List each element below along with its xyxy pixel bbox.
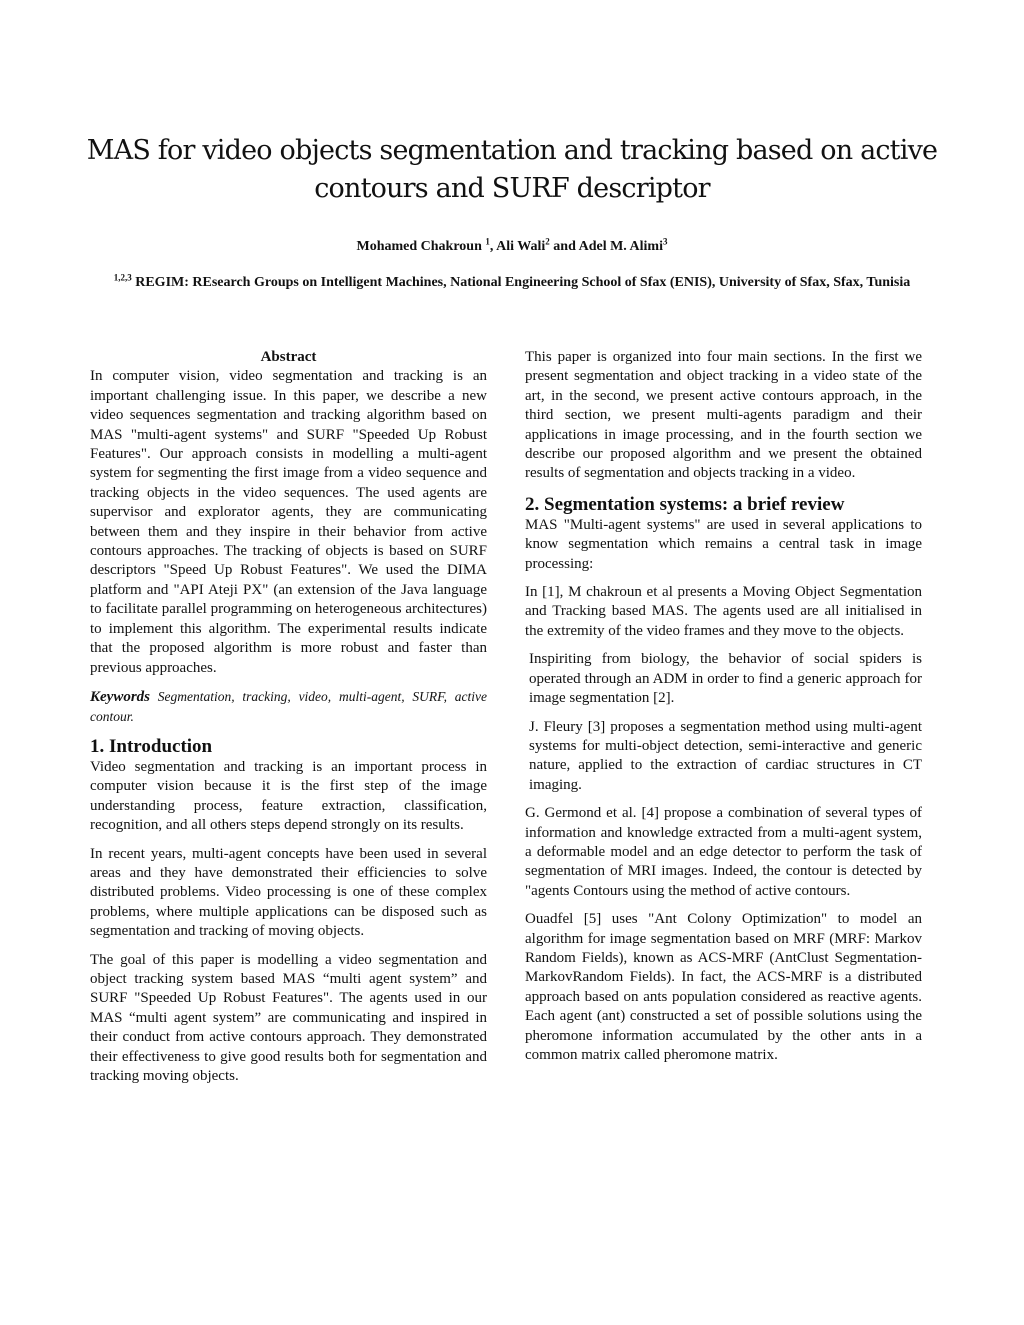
body-paragraph: In [1], M chakroun et al presents a Moving Object Segmentation and Tracking based MAS. The agents used are all initialised in the extremity of the video frames and they move to the objects. — [525, 584, 922, 639]
body-paragraph: J. Fleury [3] proposes a segmentation method using multi-agent systems for multi-object detection, semi-interactive and generic nature, applied to the extraction of cardiac structures in CT imaging. — [529, 718, 922, 793]
author-separator: and — [549, 239, 579, 254]
author-affiliation-mark: 1 — [485, 236, 490, 247]
keywords-label: Keywords — [90, 688, 150, 705]
author-affiliation-mark: 2 — [545, 236, 550, 247]
author-name: Adel M. Alimi — [578, 239, 663, 254]
left-column — [90, 348, 487, 1095]
body-paragraph: Inspiriting from biology, the behavior of social spiders is operated through an ADM in order to find a generic approach for image segmentation [2]. — [529, 651, 922, 707]
author-separator: , — [489, 239, 497, 254]
affiliation-text: REGIM: REsearch Groups on Intelligent Machines, National Engineering School of Sfax (ENIS), University of Sfax, Sfax, Tunisia — [135, 275, 911, 290]
body-paragraph: The goal of this paper is modelling a video segmentation and object tracking system based MAS “multi agent system” and SURF "Speeded Up Robust Features". The agents used in our MAS “multi agent system” are communicating and inspired in their conduct from active contours approach. They demonstrated their effectiveness to give good results both for segmentation and tracking moving objects. — [90, 951, 487, 1084]
body-paragraph: G. Germond et al. [4] propose a combination of several types of information and knowledge extracted from a multi-agent system, a deformable model and an edge detector to perform the task of segmentation of MRI images. Indeed, the contour is detected by "agents Contours using the method of active contours. — [525, 805, 922, 899]
author-name: Ali Wali — [496, 239, 546, 254]
body-paragraph: Video segmentation and tracking is an important process in computer vision because it is the first step of the image understanding process, feature extraction, classification, recognition, and all others steps depend strongly on its results. — [90, 758, 487, 834]
body-paragraph: In recent years, multi-agent concepts have been used in several areas and they have demonstrated their efficiencies to solve distributed problems. Video processing is one of these complex problems, where multiple applications can be disposed such as segmentation and tracking of moving objects. — [90, 845, 487, 940]
right-column — [525, 348, 922, 1074]
author-line — [60, 238, 964, 256]
affiliation-block — [100, 273, 924, 293]
author-name: Mohamed Chakroun — [356, 239, 482, 254]
body-paragraph: This paper is organized into four main sections. In the first we present segmentation and object tracking in a video state of the art, in the second, we present active contours approach, in the third section, we present multi-agents paradigm and their applications in image processing, and in the fourth section we describe our proposed algorithm and we present the obtained results of segmentation and objects tracking in a video. — [525, 349, 922, 482]
section-heading-segmentation-review: 2. Segmentation systems: a brief review — [525, 493, 845, 515]
author-affiliation-mark: 3 — [662, 236, 668, 247]
body-paragraph: Ouadfel [5] uses "Ant Colony Optimization" to model an algorithm for image segmentation based on MRF (MRF: Markov Random Fields), known as ACS-MRF (AntClust Segmentation-MarkovRandom Fields). In fact, the ACS-MRF is a distributed approach based on ants population considered as reactive agents. Each agent (ant) constructed a set of possible solutions using the pheromone information accumulated by the other ants in a common matrix called pheromone matrix. — [525, 911, 922, 1063]
section-heading-introduction: 1. Introduction — [90, 735, 213, 757]
keywords-block — [90, 687, 487, 726]
abstract-heading: Abstract — [260, 349, 317, 365]
paper-title: MAS for video objects segmentation and tracking based on active contours and SURF descriptor — [86, 135, 938, 204]
abstract-text: In computer vision, video segmentation and tracking is an important challenging issue. In this paper, we describe a new video sequences segmentation and tracking algorithm based on MAS "multi-agent systems" and SURF "Speeded Up Robust Features". Our approach consists in modelling a multi-agent system for segmenting the first image from a video sequence and tracking objects in the video sequences. The used agents are supervisor and explorator agents, they are communicating between them and they inspire in their behavior from active contours approaches. The tracking of objects is based on SURF descriptors "Speed Up Robust Features". We used the DIMA platform and "API Ateji PX" (an extension of the Java language to facilitate parallel programming on heterogeneous architectures) to implement this algorithm. The experimental results indicate that the proposed algorithm is more robust and faster than previous approaches. — [90, 368, 487, 676]
keywords-text: Segmentation, tracking, video, multi-agent, SURF, active contour. — [90, 688, 487, 724]
body-paragraph: MAS "Multi-agent systems" are used in several applications to know segmentation which remains a central task in image processing: — [525, 516, 922, 572]
affiliation-mark: 1,2,3 — [113, 272, 132, 283]
